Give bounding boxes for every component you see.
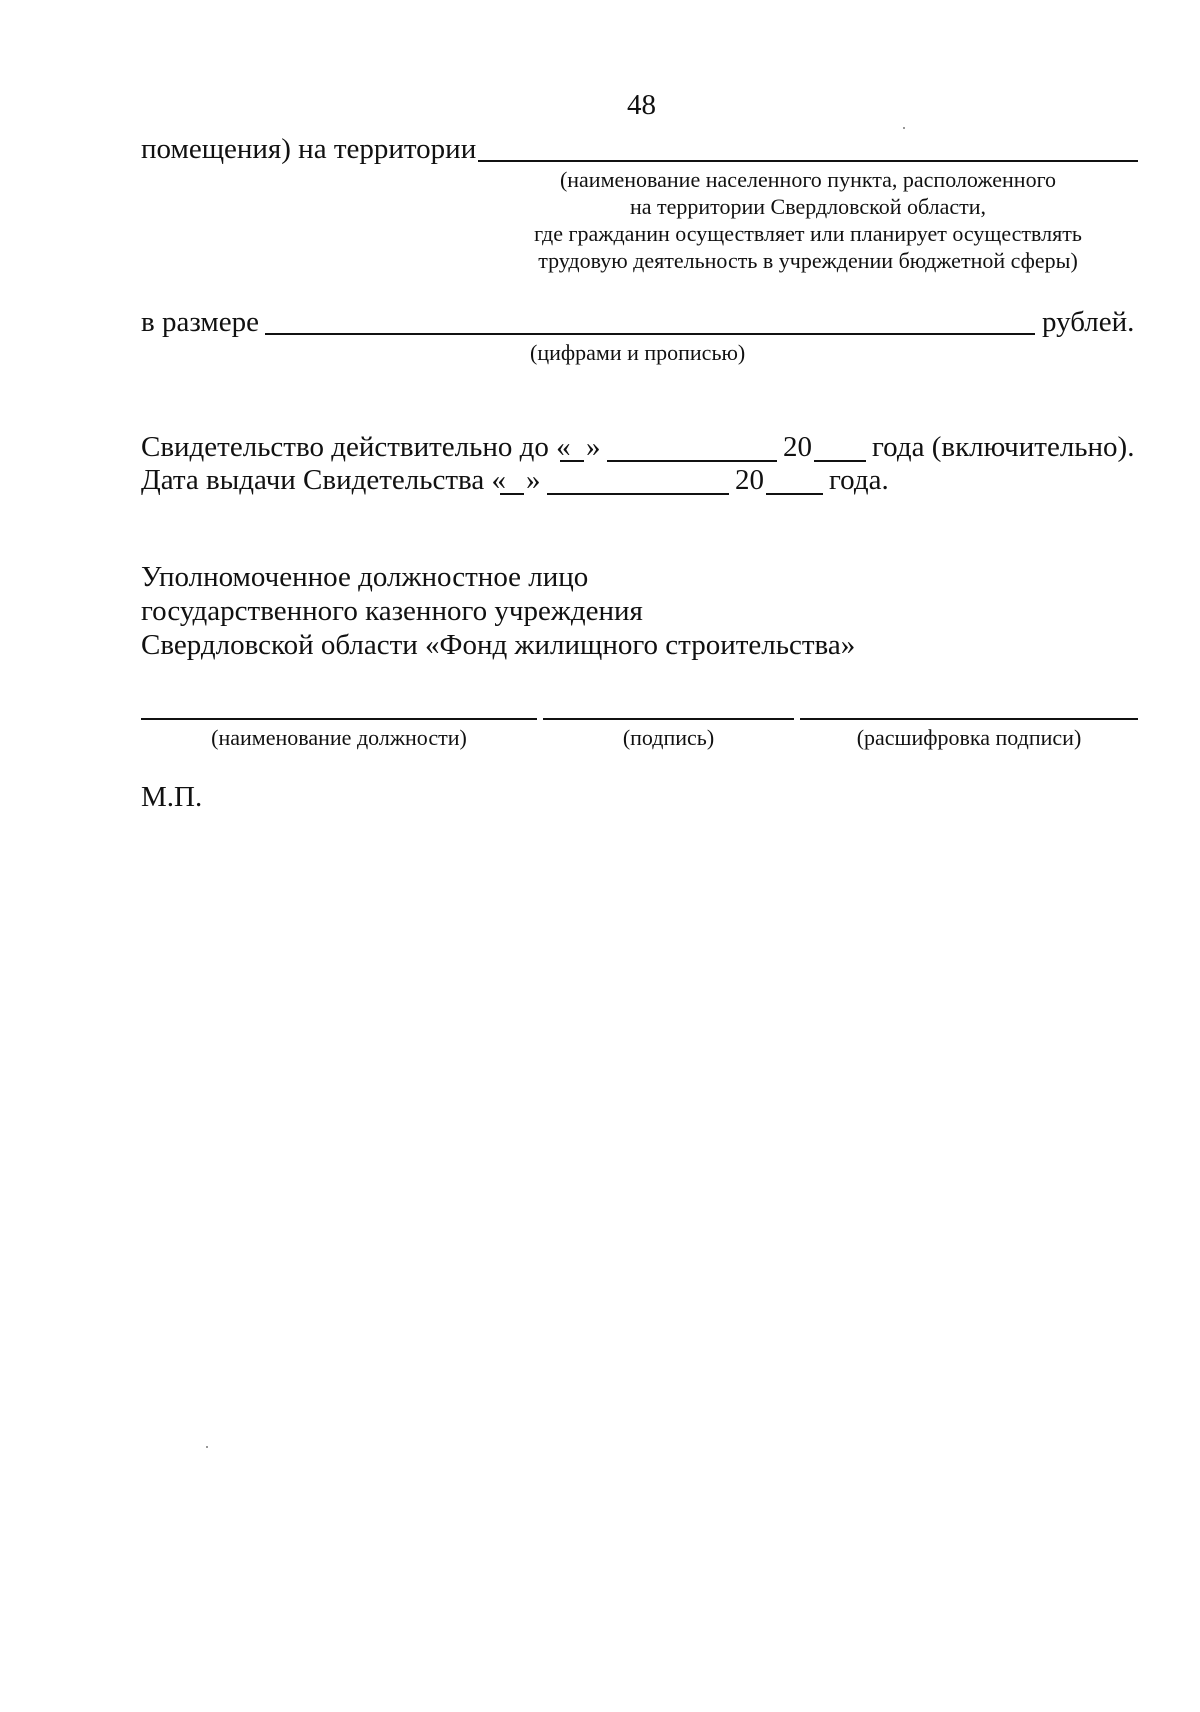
seal-mark: М.П. (141, 781, 203, 813)
validity-month-blank[interactable] (607, 460, 777, 462)
issue-date-month-blank[interactable] (547, 493, 729, 495)
validity-close-quote: » (586, 431, 601, 463)
page-number: 48 (627, 89, 656, 121)
issue-date-day-blank[interactable] (500, 493, 524, 495)
territory-caption-line-2: на территории Свердловской области, (629, 194, 987, 219)
validity-year-blank[interactable] (814, 460, 866, 462)
signature-caption: (подпись) (622, 725, 715, 750)
issue-date-year-blank[interactable] (766, 493, 823, 495)
scan-speck (206, 1446, 208, 1448)
territory-caption-line-3: где гражданин осуществляет или планирует осуществлять (534, 221, 1082, 246)
validity-year-prefix: 20 (783, 431, 812, 463)
issue-date-prefix: Дата выдачи Свидетельства « (141, 464, 506, 496)
decoding-caption: (расшифровка подписи) (856, 725, 1082, 750)
amount-prefix: в размере (141, 306, 259, 338)
official-line-2: государственного казенного учреждения (141, 595, 643, 627)
decoding-blank-line[interactable] (800, 718, 1138, 720)
validity-suffix: года (включительно). (872, 431, 1135, 463)
territory-caption-line-4: трудовую деятельность в учреждении бюджетной сферы) (538, 248, 1078, 273)
validity-day-blank[interactable] (560, 460, 584, 462)
validity-prefix: Свидетельство действительно до « (141, 431, 571, 463)
amount-caption: (цифрами и прописью) (530, 340, 746, 365)
territory-caption-line-1: (наименование населенного пункта, расположенного (559, 167, 1057, 192)
signature-blank-line[interactable] (543, 718, 794, 720)
official-line-1: Уполномоченное должностное лицо (141, 561, 589, 593)
amount-suffix: рублей. (1042, 306, 1135, 338)
official-line-3: Свердловской области «Фонд жилищного строительства» (141, 629, 856, 661)
issue-date-close-quote: » (526, 464, 541, 496)
position-caption: (наименование должности) (211, 725, 467, 750)
issue-date-suffix: года. (829, 464, 889, 496)
issue-date-year-prefix: 20 (735, 464, 764, 496)
territory-blank-line[interactable] (478, 160, 1138, 162)
amount-blank-line[interactable] (265, 333, 1035, 335)
scan-speck (903, 127, 905, 129)
territory-prefix: помещения) на территории (141, 133, 477, 165)
position-blank-line[interactable] (141, 718, 537, 720)
